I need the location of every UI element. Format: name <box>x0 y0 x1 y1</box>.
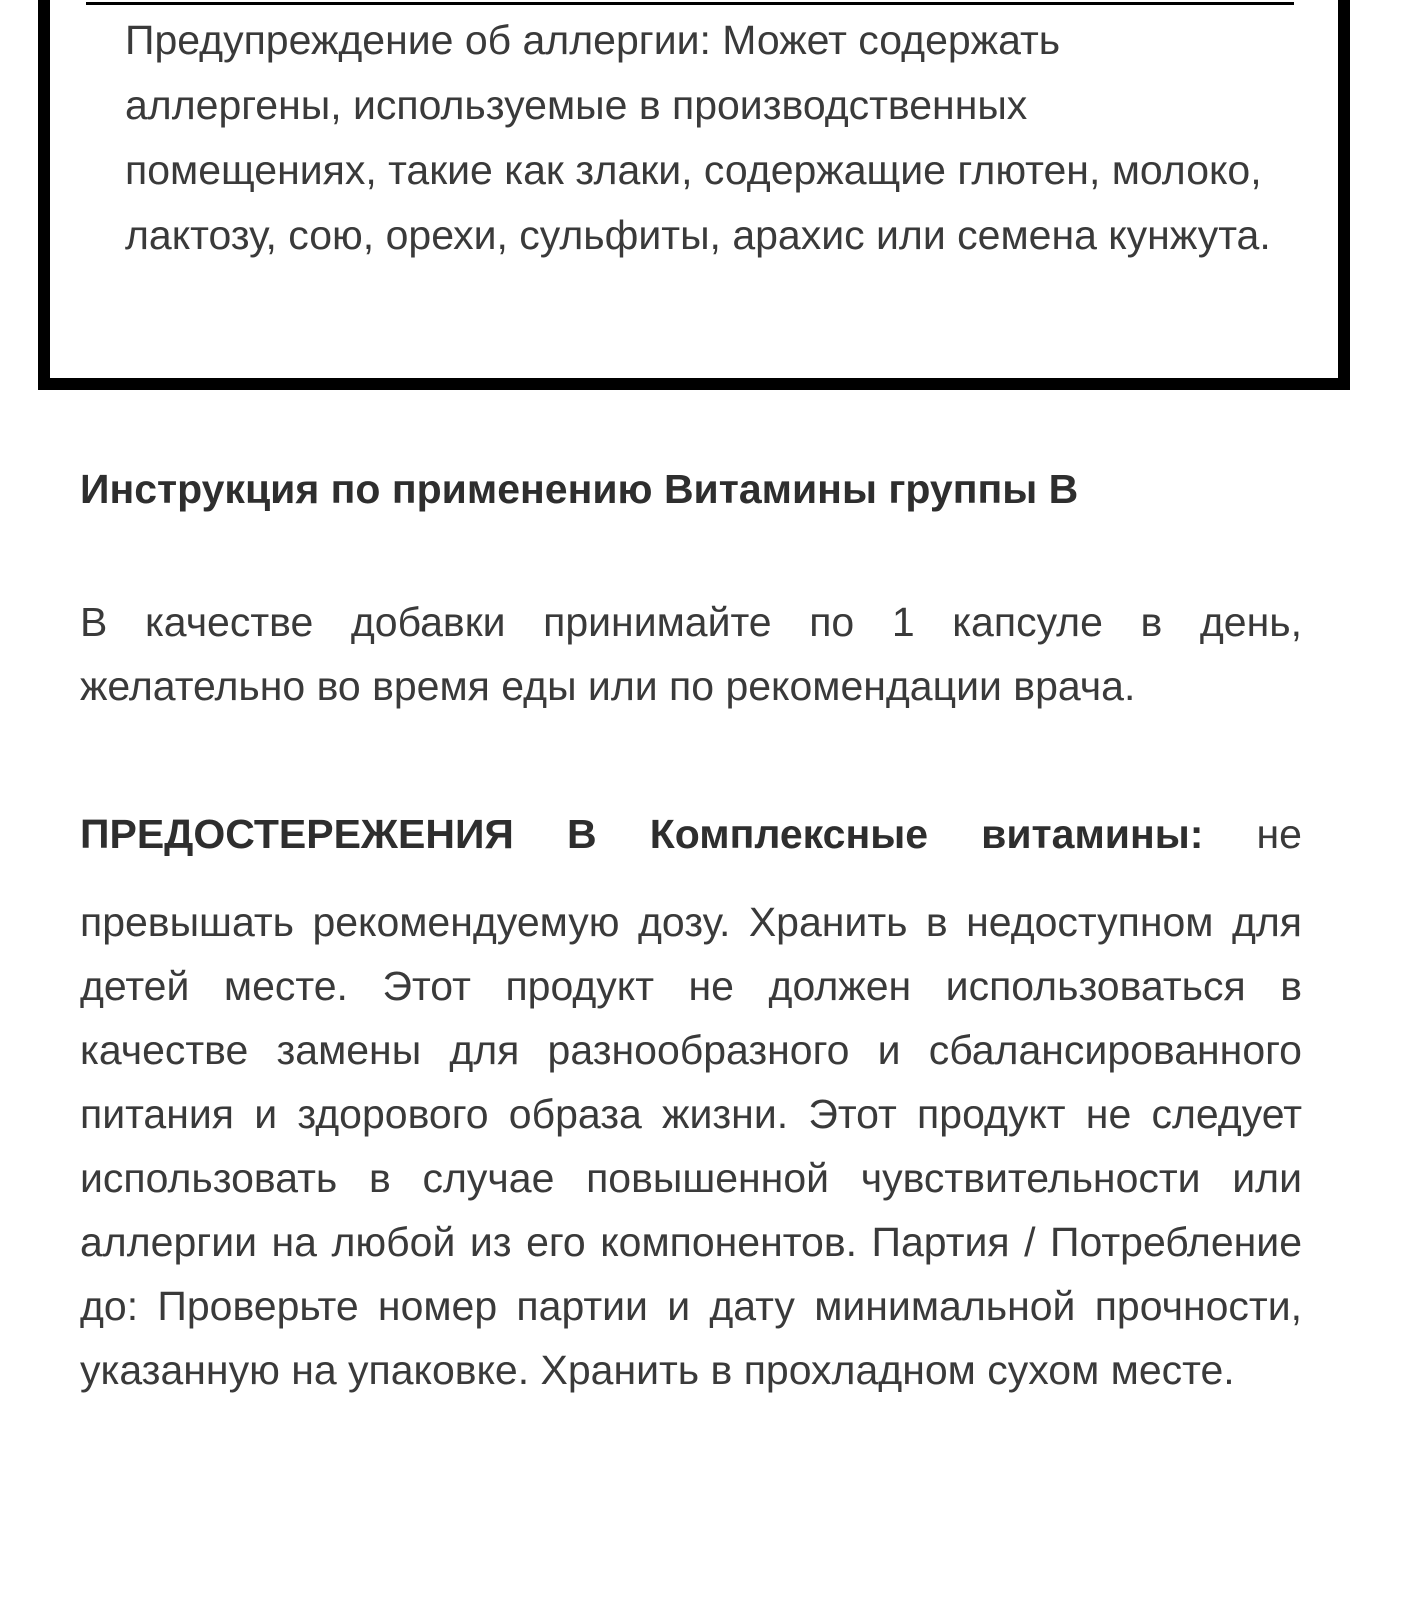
precautions-section <box>80 802 1302 1402</box>
allergy-warning-text: Предупреждение об аллергии: Может содержать аллергены, используемые в производственных помещениях, такие как злаки, содержащие глютен, молоко, лактозу, сою, орехи, сульфиты, арахис или семена кунжута. <box>125 17 1271 258</box>
precautions-label: ПРЕДОСТЕРЕЖЕНИЯ В Комплексные витамины: <box>80 811 1204 857</box>
dosage-paragraph: В качестве добавки принимайте по 1 капсуле в день, желательно во время еды или по рекомендации врача. <box>80 599 1302 709</box>
precautions-first-word: не <box>1256 811 1302 857</box>
instructions-heading: Инструкция по применению Витамины группы B <box>80 466 1079 512</box>
precautions-body: превышать рекомендуемую дозу. Хранить в недоступном для детей месте. Этот продукт не должен использоваться в качестве замены для разнообразного и сбалансированного питания и здорового образа жизни. Этот продукт не следует использовать в случае повышенной чувствительности или аллергии на любой из его компонентов. Партия / Потребление до: Проверьте номер партии и дату минимальной прочности, указанную на упаковке. Хранить в прохладном сухом месте. <box>80 899 1302 1393</box>
precautions-first-line <box>80 802 1302 866</box>
